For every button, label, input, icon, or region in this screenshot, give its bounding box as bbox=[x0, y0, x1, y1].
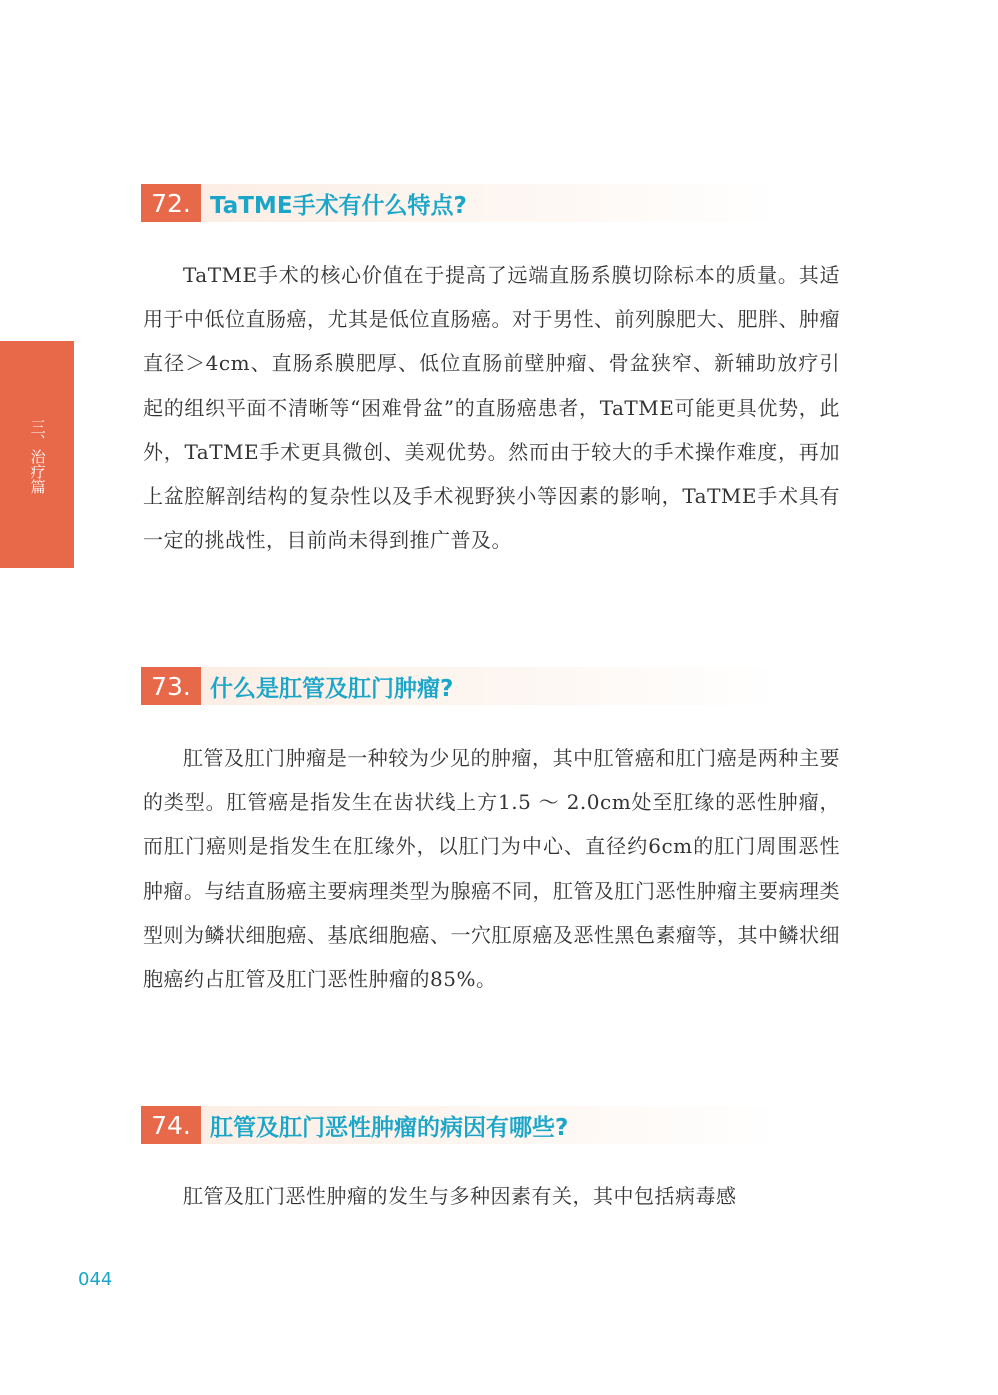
section-number: 72. bbox=[141, 184, 201, 222]
chapter-tab-line: 治疗 bbox=[28, 448, 47, 479]
section-paragraph-72: TaTME手术的核心价值在于提高了远端直肠系膜切除标本的质量。其适用于中低位直肠癌，尤其是低位直肠癌。对于男性、前列腺肥大、肥胖、肿瘤直径＞4cm、直肠系膜肥厚、低位直肠前壁肿瘤、骨盆狭窄、新辅助放疗引起的组织平面不清晰等“困难骨盆”的直肠癌患者，TaTME可能更具优势，此外，TaTME手术更具微创、美观优势。然而由于较大的手术操作难度，再加上盆腔解剖结构的复杂性以及手术视野狭小等因素的影响，TaTME手术具有一定的挑战性，目前尚未得到推广普及。 bbox=[143, 263, 840, 553]
chapter-tab-line: 篇 bbox=[28, 478, 47, 494]
section-title: 肛管及肛门恶性肿瘤的病因有哪些? bbox=[210, 1114, 569, 1141]
section-header-72 bbox=[141, 184, 781, 222]
section-title: 什么是肛管及肛门肿瘤? bbox=[210, 675, 454, 702]
section-header-74 bbox=[141, 1106, 781, 1144]
section-paragraph-74: 肛管及肛门恶性肿瘤的发生与多种因素有关，其中包括病毒感 bbox=[183, 1184, 737, 1208]
chapter-side-tab-label bbox=[0, 411, 74, 501]
section-paragraph-73: 肛管及肛门肿瘤是一种较为少见的肿瘤，其中肛管癌和肛门癌是两种主要的类型。肛管癌是指发生在齿状线上方1.5 ～ 2.0cm处至肛缘的恶性肿瘤，而肛门癌则是指发生在肛缘外，以肛门为中心、直径约6cm的肛门周围恶性肿瘤。与结直肠癌主要病理类型为腺癌不同，肛管及肛门恶性肿瘤主要病理类型则为鳞状细胞癌、基底细胞癌、一穴肛原癌及恶性黑色素瘤等，其中鳞状细胞癌约占肛管及肛门恶性肿瘤的85%。 bbox=[143, 746, 840, 992]
chapter-side-tab bbox=[0, 341, 74, 568]
page-number: 044 bbox=[78, 1269, 113, 1290]
section-header-73 bbox=[141, 667, 781, 705]
section-title: TaTME手术有什么特点? bbox=[210, 192, 467, 219]
section-number: 73. bbox=[141, 667, 201, 705]
section-number: 74. bbox=[141, 1106, 201, 1144]
chapter-tab-line: 三、 bbox=[28, 418, 47, 449]
